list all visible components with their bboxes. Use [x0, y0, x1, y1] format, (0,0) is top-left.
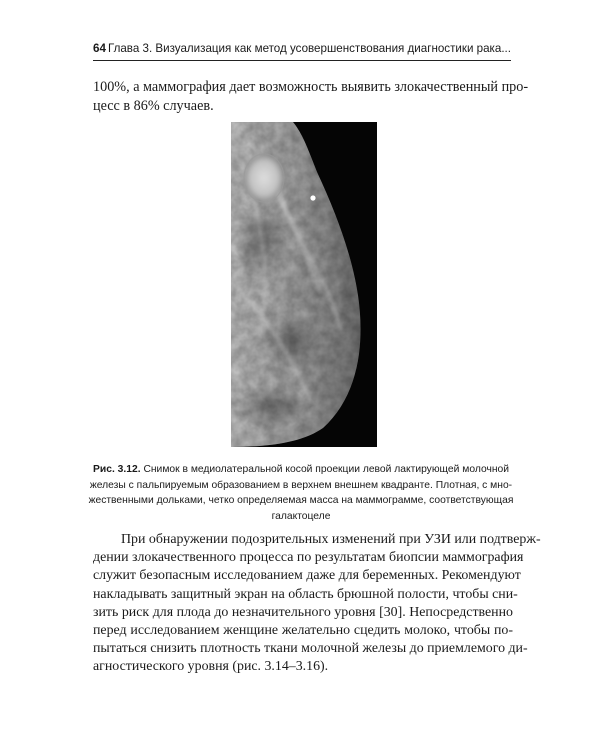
caption-line: [86, 462, 516, 478]
figure-label: Рис. 3.12.: [93, 464, 141, 475]
text-line: накладывать защитный экран на область брюшной полости, чтобы сни-: [93, 586, 518, 602]
caption-line: железы с пальпируемым образованием в верхнем внешнем квадранте. Плотная, с мно-: [89, 479, 513, 491]
page-header: [93, 38, 511, 61]
caption-line: жественными дольками, четко определяемая масса на маммограмме, соответствующая: [88, 495, 514, 506]
text-line: дении злокачественного процесса по результатам биопсии маммография: [93, 550, 524, 566]
running-title: Глава 3. Визуализация как метод усовершенствования диагностики рака...: [107, 42, 511, 55]
figure-caption: [86, 462, 516, 524]
caption-text: Снимок в медиолатеральной косой проекции левой лактирующей молочной: [140, 464, 509, 475]
text-line: цесс в 86% случаев.: [93, 97, 214, 114]
text-line: зить риск для плода до незначительного уровня [30]. Непосредственно: [93, 604, 513, 620]
body-paragraph: [93, 531, 541, 677]
mammogram-image: [231, 122, 377, 447]
text-line: 100%, а маммография дает возможность выявить злокачественный про-: [93, 79, 529, 95]
text-line: агностического уровня (рис. 3.14–3.16).: [93, 659, 329, 675]
text-line: пытаться снизить плотность ткани молочной железы до приемлемого ди-: [93, 641, 528, 657]
page-number: 64: [93, 42, 106, 55]
caption-line: галактоцеле: [271, 510, 331, 522]
text-line: служит безопасным исследованием даже для беременных. Рекомендуют: [93, 568, 521, 584]
text-line: При обнаружении подозрительных изменений при УЗИ или подтверж-: [121, 532, 541, 547]
text-line: перед исследованием женщине желательно сцедить молоко, чтобы по-: [93, 623, 513, 639]
intro-paragraph: [93, 78, 529, 115]
